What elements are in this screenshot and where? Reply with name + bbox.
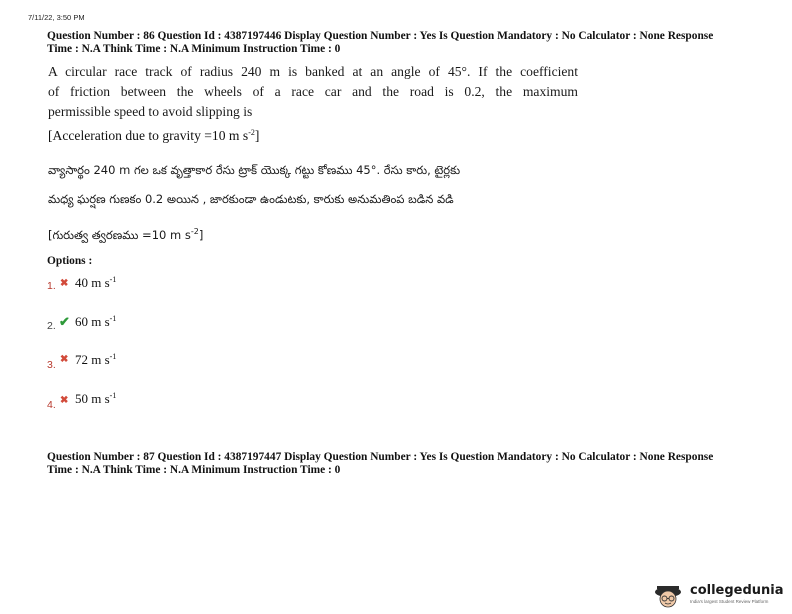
stem-line-3: permissible speed to avoid slipping is xyxy=(48,104,253,119)
question-87-header xyxy=(47,451,767,477)
check-icon: ✔ xyxy=(59,314,70,329)
gravity-note-telugu xyxy=(48,228,203,245)
collegedunia-logo xyxy=(648,583,788,609)
option-2-number: 2. xyxy=(47,320,56,332)
option-2-value-text: 60 m s xyxy=(75,314,110,329)
stem-line-1: A circular race track of radius 240 m is banked at an angle of 45°. If the coefficient xyxy=(48,64,578,79)
gravity-note-english xyxy=(48,128,259,144)
option-1-number: 1. xyxy=(47,280,56,292)
gravity-note-telugu-bracket: ] xyxy=(198,228,204,242)
option-1-value-exponent: -1 xyxy=(109,275,117,284)
question-86-stem-english xyxy=(48,62,578,122)
mascot-icon xyxy=(648,583,688,609)
option-1-value-text: 40 m s xyxy=(75,275,110,290)
option-4-value-exponent: -1 xyxy=(109,391,117,400)
question-86-stem-telugu-line2: మధ్య ఘర్షణ గుణకం 0.2 అయిన , జారకుండా ఉండుటకు, కారుకు అనుమతింప బడిన వడి xyxy=(48,192,454,206)
stem-line-2: of friction between the wheels of a race car and the road is 0.2, the maximum xyxy=(48,84,578,99)
option-2-value-exponent: -1 xyxy=(109,314,117,323)
option-4-value-text: 50 m s xyxy=(75,391,110,406)
gravity-note-bracket: ] xyxy=(254,128,260,143)
option-2-value xyxy=(75,314,116,330)
question-86-header xyxy=(47,30,767,56)
question-87-header-line2: Time : N.A Think Time : N.A Minimum Instruction Time : 0 xyxy=(47,464,341,476)
gravity-note-telugu-exponent: -2 xyxy=(190,227,199,236)
print-timestamp: 7/11/22, 3:50 PM xyxy=(28,13,85,22)
option-3-number: 3. xyxy=(47,359,56,371)
question-86-header-line2: Time : N.A Think Time : N.A Minimum Instruction Time : 0 xyxy=(47,43,341,55)
gravity-note-text: [Acceleration due to gravity =10 m s xyxy=(48,128,249,143)
cross-icon: ✖ xyxy=(60,278,69,289)
gravity-note-exponent: -2 xyxy=(248,128,255,137)
cross-icon: ✖ xyxy=(60,354,69,365)
option-3-value xyxy=(75,352,116,368)
brand-tagline: India's largest Student Review Platform xyxy=(690,599,769,604)
question-87-header-line1: Question Number : 87 Question Id : 4387197447 Display Question Number : Yes Is Question Mandatory : No Calculator : None Response xyxy=(47,451,714,463)
option-1-value xyxy=(75,275,116,291)
brand-name: collegedunia xyxy=(690,583,784,598)
gravity-note-telugu-text: [గురుత్వ త్వరణము =10 m s xyxy=(48,228,191,242)
option-4-number: 4. xyxy=(47,399,56,411)
option-3-value-text: 72 m s xyxy=(75,352,110,367)
question-86-stem-telugu-line1: వ్యాసార్థం 240 m గల ఒక వృత్తాకార రేసు ట్రాక్ యొక్క గట్టు కోణము 45°. రేసు కారు, టైర్లకు xyxy=(48,163,461,177)
option-4-value xyxy=(75,391,116,407)
cross-icon: ✖ xyxy=(60,395,69,406)
question-86-header-line1: Question Number : 86 Question Id : 4387197446 Display Question Number : Yes Is Question Mandatory : No Calculator : None Response xyxy=(47,30,714,42)
options-label: Options : xyxy=(47,255,93,267)
option-3-value-exponent: -1 xyxy=(109,352,117,361)
